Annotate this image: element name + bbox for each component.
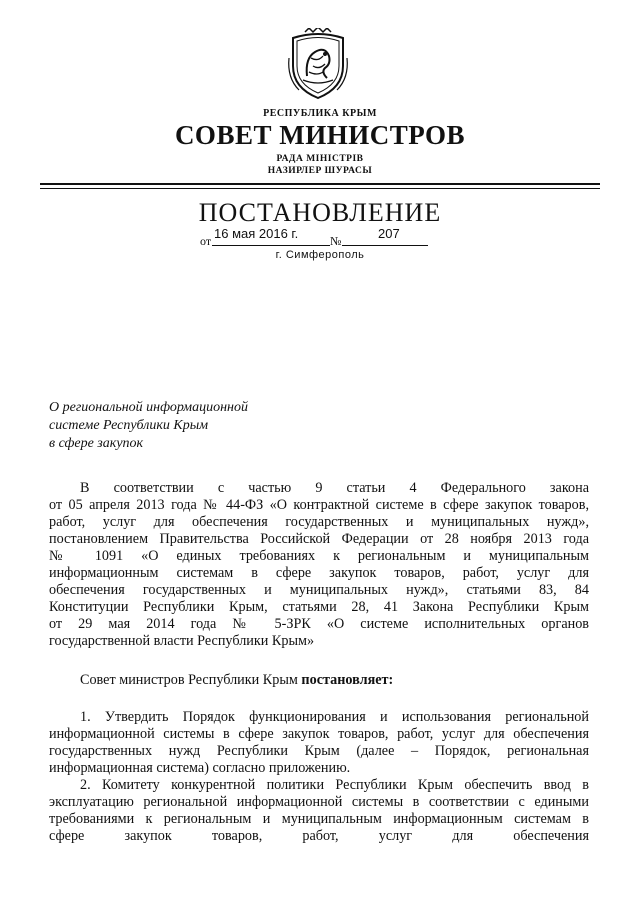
subject-line: системе Республики Крым [49, 418, 209, 433]
decree-date-number-line [200, 226, 430, 248]
paragraph-line: требованиями к региональным и муниципальным информационным системам в [49, 811, 589, 827]
subject-line: в сфере закупок [49, 436, 144, 451]
header-divider-thick [40, 183, 600, 185]
resolves-text: Совет министров Республики Крым [80, 672, 302, 688]
paragraph-line: эксплуатацию региональной информационной системы в соответствии с едиными [49, 794, 589, 810]
item-2-paragraph [49, 777, 589, 845]
paragraph-line: 1. Утвердить Порядок функционирования и использования региональной [80, 709, 589, 725]
decree-number: 207 [378, 226, 400, 241]
crimea-coat-of-arms-icon [285, 28, 351, 100]
republic-name: РЕСПУБЛИКА КРЫМ [263, 108, 377, 119]
paragraph-line: от 05 апреля 2013 года № 44-ФЗ «О контрактной системе в сфере закупок товаров, [49, 497, 589, 513]
subject-line: О региональной информационной [49, 400, 248, 415]
paragraph-line: информационным системам в сфере закупок товаров, работ, услуг для [49, 565, 589, 581]
decree-date: 16 мая 2016 г. [214, 226, 299, 241]
decree-subject [49, 399, 309, 453]
date-underline [212, 245, 330, 246]
paragraph-line: сфере закупок товаров, работ, услуг для обеспечения [49, 828, 589, 844]
paragraph-line: государственных нужд Республики Крым (далее – Порядок, региональная [49, 743, 589, 759]
preamble-paragraph [49, 480, 589, 650]
decree-title: ПОСТАНОВЛЕНИЕ [198, 198, 442, 227]
council-title-crimean-tatar: НАЗИРЛЕР ШУРАСЫ [267, 166, 373, 176]
item-1-paragraph [49, 709, 589, 777]
paragraph-line: Конституции Республики Крым, статьями 28, 41 Закона Республики Крым [49, 599, 589, 615]
resolves-line [49, 672, 589, 689]
council-title: СОВЕТ МИНИСТРОВ [174, 120, 466, 150]
council-title-ukrainian: РАДА МІНІСТРІВ [276, 154, 364, 164]
decree-city: г. Симферополь [275, 249, 365, 261]
paragraph-line: государственной власти Республики Крым» [49, 633, 315, 649]
paragraph-line: 2. Комитету конкурентной политики Республики Крым обеспечить ввод в [80, 777, 589, 793]
paragraph-line: информационная система) согласно приложению. [49, 760, 351, 776]
paragraph-line: от 29 мая 2014 года № 5-ЗРК «О системе исполнительных органов [49, 616, 589, 632]
paragraph-line: В соответствии с частью 9 статьи 4 Федерального закона [80, 480, 589, 496]
number-prefix: № [330, 234, 342, 248]
resolves-keyword: постановляет: [301, 672, 394, 688]
paragraph-line: работ, услуг для обеспечения государственных и муниципальных нужд», [49, 514, 589, 530]
paragraph-line: № 1091 «О единых требованиях к региональным и муниципальным [49, 548, 589, 564]
paragraph-line: постановлением Правительства Российской Федерации от 28 ноября 2013 года [49, 531, 589, 547]
number-underline [342, 245, 428, 246]
date-prefix: от [200, 234, 212, 248]
paragraph-line: информационной системы в сфере закупок товаров, работ, услуг для обеспечения [49, 726, 589, 742]
header-divider-thin [40, 188, 600, 189]
paragraph-line: обеспечения государственных и муниципальных нужд», статьями 83, 84 [49, 582, 589, 598]
